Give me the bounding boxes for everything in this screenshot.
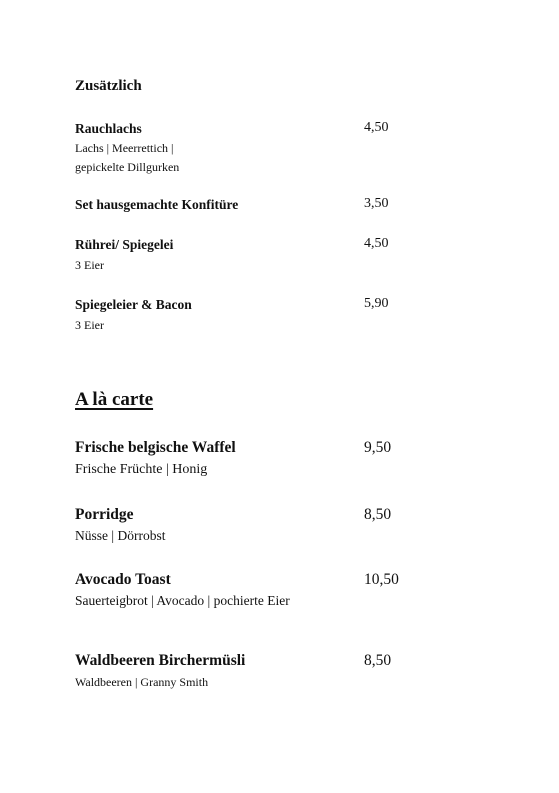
item-name: Rauchlachs xyxy=(75,121,142,136)
item-description: 3 Eier xyxy=(75,318,104,332)
item-description: Waldbeeren | Granny Smith xyxy=(75,675,209,689)
item-price: 8,50 xyxy=(364,506,392,523)
item-price: 10,50 xyxy=(364,571,399,588)
item-description: Frische Früchte | Honig xyxy=(75,462,208,477)
item-name: Waldbeeren Birchermüsli xyxy=(75,652,246,669)
item-price: 9,50 xyxy=(364,439,392,456)
item-price: 4,50 xyxy=(364,120,389,135)
item-description: Nüsse | Dörrobst xyxy=(75,528,166,543)
section-title-zusaetzlich: Zusätzlich xyxy=(75,78,142,94)
item-description: gepickelte Dillgurken xyxy=(75,160,180,174)
item-price: 8,50 xyxy=(364,652,392,669)
item-name: Porridge xyxy=(75,506,134,523)
item-name: Avocado Toast xyxy=(75,571,171,588)
item-description: Lachs | Meerrettich | xyxy=(75,141,174,155)
item-description: 3 Eier xyxy=(75,258,104,272)
item-name: Spiegeleier & Bacon xyxy=(75,297,192,312)
item-name: Set hausgemachte Konfitüre xyxy=(75,197,239,212)
item-price: 3,50 xyxy=(364,196,389,211)
item-price: 4,50 xyxy=(364,236,389,251)
item-name: Frische belgische Waffel xyxy=(75,439,236,456)
item-price: 5,90 xyxy=(364,296,389,311)
section-title-a-la-carte: A là carte xyxy=(75,389,154,410)
item-name: Rührei/ Spiegelei xyxy=(75,237,174,252)
item-description: Sauerteigbrot | Avocado | pochierte Eier xyxy=(75,593,290,608)
